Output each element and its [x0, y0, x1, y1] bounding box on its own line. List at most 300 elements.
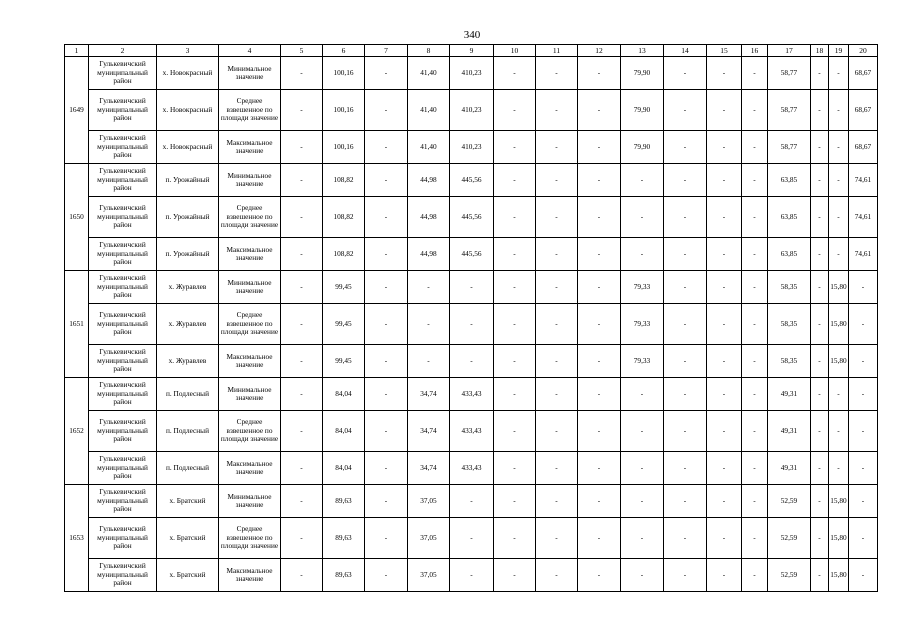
column-header: 13	[621, 45, 664, 57]
district-cell: Гулькевичский муниципальный район	[89, 452, 157, 485]
value-cell: -	[494, 164, 536, 197]
value-cell: -	[365, 271, 408, 304]
district-cell: Гулькевичский муниципальный район	[89, 485, 157, 518]
indicator-cell: Максимальное значение	[219, 559, 281, 592]
value-cell: 58,77	[768, 90, 811, 131]
value-cell: 100,16	[323, 57, 365, 90]
value-cell: -	[536, 90, 578, 131]
value-cell: -	[536, 485, 578, 518]
value-cell: 52,59	[768, 485, 811, 518]
value-cell: -	[707, 271, 742, 304]
value-cell: 63,85	[768, 164, 811, 197]
district-cell: Гулькевичский муниципальный район	[89, 57, 157, 90]
settlement-cell: х. Журавлев	[157, 304, 219, 345]
value-cell: -	[365, 452, 408, 485]
value-cell: -	[849, 518, 878, 559]
record-id-cell: 1653	[65, 485, 89, 592]
value-cell: -	[365, 304, 408, 345]
value-cell: -	[742, 411, 768, 452]
value-cell: 79,33	[621, 271, 664, 304]
header-row	[65, 45, 878, 57]
value-cell: -	[664, 164, 707, 197]
value-cell: -	[811, 518, 829, 559]
value-cell: -	[707, 485, 742, 518]
table-row	[65, 345, 878, 378]
value-cell: -	[707, 238, 742, 271]
value-cell: 41,40	[408, 90, 450, 131]
value-cell: -	[494, 452, 536, 485]
table-row	[65, 90, 878, 131]
value-cell: 58,35	[768, 345, 811, 378]
indicator-cell: Минимальное значение	[219, 378, 281, 411]
value-cell: 68,67	[849, 90, 878, 131]
table-row	[65, 559, 878, 592]
value-cell: -	[829, 57, 849, 90]
district-cell: Гулькевичский муниципальный район	[89, 304, 157, 345]
value-cell: 37,05	[408, 518, 450, 559]
column-header: 7	[365, 45, 408, 57]
value-cell: -	[707, 559, 742, 592]
value-cell: -	[365, 57, 408, 90]
value-cell: -	[742, 452, 768, 485]
value-cell: 15,80	[829, 345, 849, 378]
value-cell: -	[578, 57, 621, 90]
settlement-cell: х. Журавлев	[157, 271, 219, 304]
value-cell: -	[849, 485, 878, 518]
value-cell: -	[742, 238, 768, 271]
value-cell: -	[365, 378, 408, 411]
value-cell: 58,77	[768, 57, 811, 90]
district-cell: Гулькевичский муниципальный район	[89, 164, 157, 197]
value-cell: -	[742, 378, 768, 411]
value-cell: -	[494, 411, 536, 452]
value-cell: -	[664, 131, 707, 164]
record-id-cell: 1649	[65, 57, 89, 164]
settlement-cell: х. Новокрасный	[157, 90, 219, 131]
settlement-cell: п. Подлесный	[157, 411, 219, 452]
value-cell: -	[742, 271, 768, 304]
value-cell: -	[664, 345, 707, 378]
column-header: 11	[536, 45, 578, 57]
indicator-cell: Среднее взвешенное по площади значение	[219, 197, 281, 238]
value-cell: -	[664, 452, 707, 485]
value-cell: -	[621, 164, 664, 197]
indicator-cell: Среднее взвешенное по площади значение	[219, 411, 281, 452]
settlement-cell: х. Журавлев	[157, 345, 219, 378]
value-cell: -	[536, 345, 578, 378]
value-cell: 410,23	[450, 131, 494, 164]
value-cell: -	[536, 164, 578, 197]
column-header: 12	[578, 45, 621, 57]
column-header: 10	[494, 45, 536, 57]
value-cell: 79,90	[621, 90, 664, 131]
table-body	[65, 57, 878, 592]
value-cell: -	[281, 411, 323, 452]
value-cell: -	[578, 238, 621, 271]
value-cell: -	[829, 452, 849, 485]
value-cell: -	[281, 197, 323, 238]
value-cell: 89,63	[323, 559, 365, 592]
indicator-cell: Максимальное значение	[219, 452, 281, 485]
value-cell: -	[849, 452, 878, 485]
value-cell: 108,82	[323, 238, 365, 271]
value-cell: -	[281, 518, 323, 559]
value-cell: -	[621, 518, 664, 559]
value-cell: 15,80	[829, 485, 849, 518]
value-cell: -	[621, 452, 664, 485]
table-row	[65, 452, 878, 485]
table-row	[65, 271, 878, 304]
value-cell: 34,74	[408, 411, 450, 452]
value-cell: -	[742, 518, 768, 559]
table-row	[65, 164, 878, 197]
value-cell: -	[281, 131, 323, 164]
value-cell: -	[536, 518, 578, 559]
value-cell: -	[536, 238, 578, 271]
value-cell: -	[707, 518, 742, 559]
value-cell: -	[621, 197, 664, 238]
value-cell: -	[536, 304, 578, 345]
value-cell: 49,31	[768, 452, 811, 485]
value-cell: 74,61	[849, 164, 878, 197]
value-cell: 37,05	[408, 485, 450, 518]
value-cell: -	[408, 345, 450, 378]
value-cell: 49,31	[768, 411, 811, 452]
district-cell: Гулькевичский муниципальный район	[89, 197, 157, 238]
value-cell: -	[536, 131, 578, 164]
column-header: 16	[742, 45, 768, 57]
value-cell: -	[664, 238, 707, 271]
value-cell: -	[664, 518, 707, 559]
value-cell: -	[811, 238, 829, 271]
value-cell: 15,80	[829, 271, 849, 304]
value-cell: 58,35	[768, 304, 811, 345]
value-cell: -	[811, 304, 829, 345]
column-header: 9	[450, 45, 494, 57]
value-cell: -	[742, 131, 768, 164]
value-cell: 410,23	[450, 57, 494, 90]
value-cell: -	[707, 90, 742, 131]
value-cell: 37,05	[408, 559, 450, 592]
column-header: 14	[664, 45, 707, 57]
value-cell: -	[578, 452, 621, 485]
value-cell: -	[811, 559, 829, 592]
value-cell: -	[281, 90, 323, 131]
column-header: 4	[219, 45, 281, 57]
value-cell: -	[365, 197, 408, 238]
district-cell: Гулькевичский муниципальный район	[89, 411, 157, 452]
table-row	[65, 485, 878, 518]
record-id-cell: 1652	[65, 378, 89, 485]
value-cell: -	[707, 131, 742, 164]
value-cell: -	[811, 131, 829, 164]
value-cell: -	[536, 559, 578, 592]
table-row	[65, 518, 878, 559]
value-cell: -	[664, 304, 707, 345]
value-cell: -	[742, 304, 768, 345]
value-cell: -	[707, 164, 742, 197]
settlement-cell: х. Новокрасный	[157, 57, 219, 90]
value-cell: -	[664, 378, 707, 411]
value-cell: -	[829, 238, 849, 271]
column-header: 2	[89, 45, 157, 57]
value-cell: -	[811, 485, 829, 518]
value-cell: 100,16	[323, 90, 365, 131]
value-cell: -	[811, 378, 829, 411]
indicator-cell: Минимальное значение	[219, 57, 281, 90]
value-cell: -	[664, 197, 707, 238]
district-cell: Гулькевичский муниципальный район	[89, 518, 157, 559]
value-cell: -	[281, 271, 323, 304]
value-cell: -	[365, 90, 408, 131]
value-cell: -	[621, 485, 664, 518]
value-cell: -	[365, 131, 408, 164]
value-cell: -	[281, 57, 323, 90]
value-cell: -	[494, 238, 536, 271]
value-cell: 445,56	[450, 238, 494, 271]
value-cell: 44,98	[408, 238, 450, 271]
value-cell: 68,67	[849, 131, 878, 164]
value-cell: -	[494, 378, 536, 411]
value-cell: -	[811, 197, 829, 238]
district-cell: Гулькевичский муниципальный район	[89, 345, 157, 378]
value-cell: -	[494, 90, 536, 131]
value-cell: 100,16	[323, 131, 365, 164]
value-cell: 433,43	[450, 452, 494, 485]
value-cell: -	[829, 164, 849, 197]
value-cell: -	[281, 304, 323, 345]
value-cell: 108,82	[323, 164, 365, 197]
value-cell: -	[829, 131, 849, 164]
column-header: 8	[408, 45, 450, 57]
value-cell: -	[578, 164, 621, 197]
column-header: 5	[281, 45, 323, 57]
value-cell: -	[707, 304, 742, 345]
value-cell: -	[365, 411, 408, 452]
table-row	[65, 57, 878, 90]
value-cell: -	[742, 57, 768, 90]
value-cell: -	[450, 559, 494, 592]
value-cell: 34,74	[408, 378, 450, 411]
value-cell: -	[829, 411, 849, 452]
value-cell: -	[365, 238, 408, 271]
value-cell: 79,90	[621, 57, 664, 90]
settlement-cell: п. Урожайный	[157, 197, 219, 238]
value-cell: -	[365, 518, 408, 559]
table-row	[65, 131, 878, 164]
value-cell: -	[664, 90, 707, 131]
settlement-cell: п. Подлесный	[157, 452, 219, 485]
value-cell: -	[536, 452, 578, 485]
value-cell: 99,45	[323, 271, 365, 304]
value-cell: -	[811, 90, 829, 131]
value-cell: 74,61	[849, 238, 878, 271]
settlement-cell: х. Братский	[157, 518, 219, 559]
value-cell: 84,04	[323, 378, 365, 411]
value-cell: -	[578, 411, 621, 452]
value-cell: -	[578, 131, 621, 164]
table-row	[65, 378, 878, 411]
value-cell: -	[450, 271, 494, 304]
value-cell: -	[578, 271, 621, 304]
settlement-cell: п. Подлесный	[157, 378, 219, 411]
value-cell: -	[849, 378, 878, 411]
value-cell: -	[811, 57, 829, 90]
value-cell: -	[494, 559, 536, 592]
value-cell: 44,98	[408, 197, 450, 238]
value-cell: 63,85	[768, 238, 811, 271]
value-cell: -	[664, 559, 707, 592]
value-cell: 99,45	[323, 304, 365, 345]
value-cell: -	[494, 197, 536, 238]
value-cell: -	[664, 57, 707, 90]
page-number: 340	[463, 29, 481, 41]
value-cell: 41,40	[408, 57, 450, 90]
value-cell: -	[494, 518, 536, 559]
value-cell: 99,45	[323, 345, 365, 378]
value-cell: 84,04	[323, 411, 365, 452]
value-cell: -	[621, 411, 664, 452]
district-cell: Гулькевичский муниципальный район	[89, 131, 157, 164]
value-cell: -	[664, 411, 707, 452]
value-cell: 58,77	[768, 131, 811, 164]
value-cell: 79,33	[621, 304, 664, 345]
value-cell: -	[621, 378, 664, 411]
data-table	[64, 44, 878, 592]
table-row	[65, 304, 878, 345]
value-cell: -	[811, 411, 829, 452]
value-cell: 89,63	[323, 485, 365, 518]
column-header: 18	[811, 45, 829, 57]
value-cell: 433,43	[450, 378, 494, 411]
value-cell: 34,74	[408, 452, 450, 485]
district-cell: Гулькевичский муниципальный район	[89, 90, 157, 131]
value-cell: -	[365, 485, 408, 518]
value-cell: -	[536, 411, 578, 452]
value-cell: -	[742, 485, 768, 518]
value-cell: -	[578, 197, 621, 238]
indicator-cell: Среднее взвешенное по площади значение	[219, 304, 281, 345]
value-cell: -	[536, 57, 578, 90]
value-cell: 58,35	[768, 271, 811, 304]
value-cell: -	[621, 559, 664, 592]
value-cell: -	[621, 238, 664, 271]
value-cell: -	[450, 485, 494, 518]
value-cell: -	[536, 378, 578, 411]
value-cell: 445,56	[450, 164, 494, 197]
column-header: 17	[768, 45, 811, 57]
value-cell: -	[578, 559, 621, 592]
value-cell: 63,85	[768, 197, 811, 238]
value-cell: -	[849, 271, 878, 304]
column-header: 3	[157, 45, 219, 57]
settlement-cell: х. Братский	[157, 485, 219, 518]
value-cell: 84,04	[323, 452, 365, 485]
district-cell: Гулькевичский муниципальный район	[89, 559, 157, 592]
value-cell: -	[811, 271, 829, 304]
value-cell: -	[281, 345, 323, 378]
value-cell: -	[408, 271, 450, 304]
settlement-cell: п. Урожайный	[157, 238, 219, 271]
settlement-cell: х. Новокрасный	[157, 131, 219, 164]
value-cell: 79,90	[621, 131, 664, 164]
value-cell: -	[494, 345, 536, 378]
settlement-cell: х. Братский	[157, 559, 219, 592]
value-cell: 15,80	[829, 304, 849, 345]
value-cell: 445,56	[450, 197, 494, 238]
column-header: 20	[849, 45, 878, 57]
indicator-cell: Максимальное значение	[219, 238, 281, 271]
value-cell: -	[829, 90, 849, 131]
value-cell: -	[578, 485, 621, 518]
value-cell: -	[707, 452, 742, 485]
value-cell: 79,33	[621, 345, 664, 378]
settlement-cell: п. Урожайный	[157, 164, 219, 197]
table-row	[65, 411, 878, 452]
table-row	[65, 238, 878, 271]
value-cell: -	[742, 559, 768, 592]
column-header: 15	[707, 45, 742, 57]
district-cell: Гулькевичский муниципальный район	[89, 271, 157, 304]
value-cell: -	[578, 304, 621, 345]
value-cell: -	[707, 345, 742, 378]
value-cell: -	[707, 57, 742, 90]
district-cell: Гулькевичский муниципальный район	[89, 238, 157, 271]
value-cell: 68,67	[849, 57, 878, 90]
value-cell: -	[849, 304, 878, 345]
value-cell: -	[494, 271, 536, 304]
value-cell: 52,59	[768, 518, 811, 559]
value-cell: -	[450, 518, 494, 559]
value-cell: -	[365, 345, 408, 378]
value-cell: -	[742, 90, 768, 131]
value-cell: -	[281, 164, 323, 197]
indicator-cell: Минимальное значение	[219, 271, 281, 304]
value-cell: -	[281, 378, 323, 411]
indicator-cell: Среднее взвешенное по площади значение	[219, 90, 281, 131]
value-cell: -	[494, 131, 536, 164]
value-cell: -	[408, 304, 450, 345]
value-cell: -	[494, 485, 536, 518]
value-cell: -	[707, 411, 742, 452]
value-cell: -	[536, 197, 578, 238]
value-cell: -	[365, 559, 408, 592]
value-cell: -	[811, 345, 829, 378]
value-cell: -	[494, 304, 536, 345]
value-cell: -	[281, 238, 323, 271]
value-cell: -	[494, 57, 536, 90]
column-header: 6	[323, 45, 365, 57]
value-cell: -	[849, 411, 878, 452]
value-cell: 15,80	[829, 559, 849, 592]
value-cell: -	[829, 378, 849, 411]
value-cell: 74,61	[849, 197, 878, 238]
value-cell: 433,43	[450, 411, 494, 452]
value-cell: -	[578, 345, 621, 378]
record-id-cell: 1650	[65, 164, 89, 271]
value-cell: 49,31	[768, 378, 811, 411]
value-cell: -	[450, 345, 494, 378]
value-cell: -	[811, 164, 829, 197]
value-cell: 15,80	[829, 518, 849, 559]
value-cell: -	[281, 559, 323, 592]
value-cell: -	[707, 378, 742, 411]
value-cell: -	[849, 345, 878, 378]
value-cell: 52,59	[768, 559, 811, 592]
value-cell: -	[281, 452, 323, 485]
indicator-cell: Минимальное значение	[219, 485, 281, 518]
value-cell: -	[578, 90, 621, 131]
